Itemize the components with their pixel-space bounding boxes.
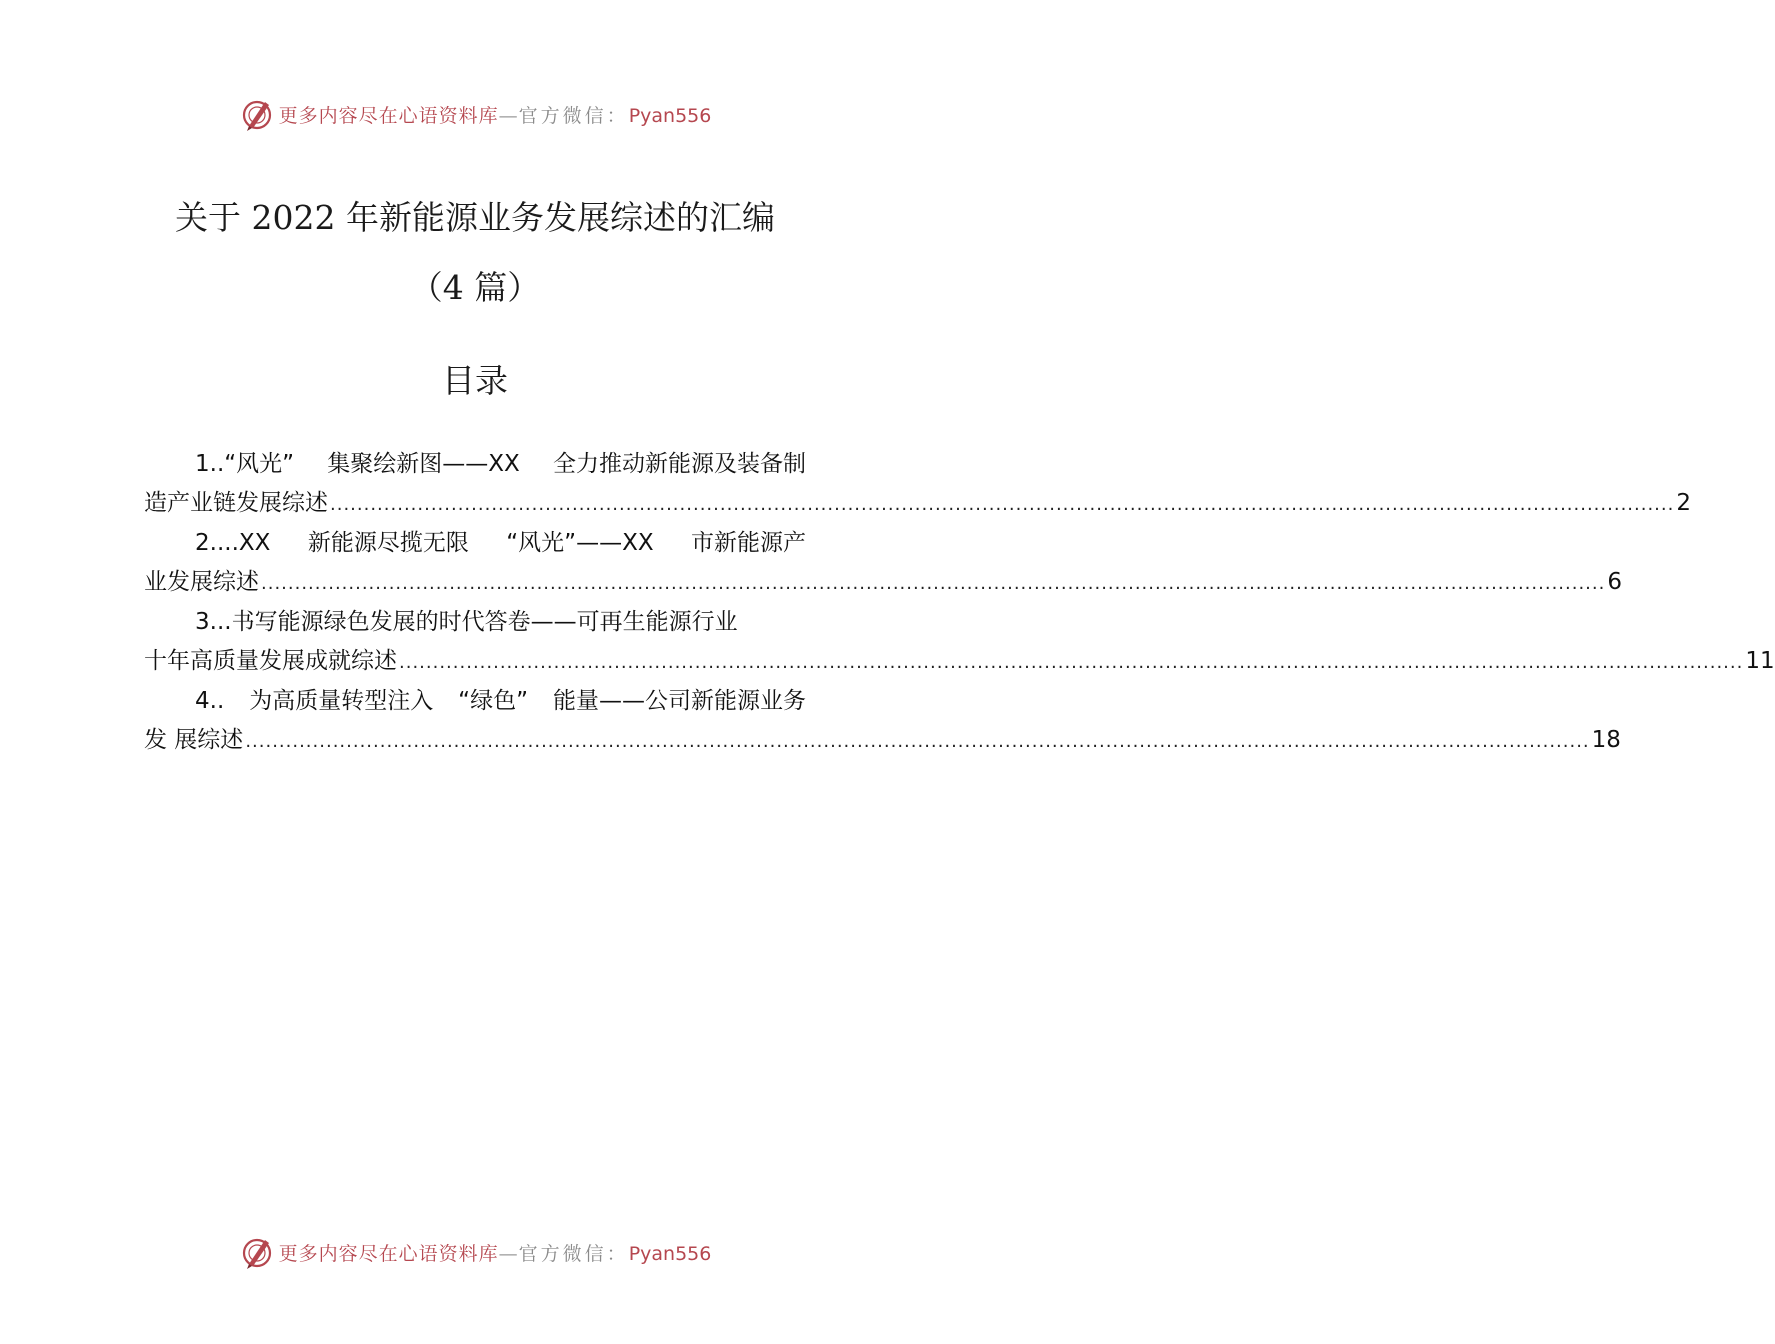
toc-entry-title-end: 发 展综述: [144, 727, 244, 753]
toc-dot-leader: ........................................................................................................................................................................................................: [399, 652, 1744, 673]
toc-entry-title-segment: 市新能源产: [691, 530, 806, 556]
toc-entry-2[interactable]: [144, 524, 1622, 603]
banner-official-label: 官方微信：: [518, 1242, 629, 1265]
toc-entry-title: [144, 524, 806, 563]
toc-dot-leader: ........................................................................................................................................................................................................: [245, 731, 1590, 752]
banner-separator: —: [498, 1242, 519, 1265]
toc-entry-title-segment: 4..: [195, 688, 225, 714]
toc-entry-title-end: 造产业链发展综述: [144, 490, 328, 516]
document-subtitle: （4 篇）: [409, 268, 541, 307]
toc-entry-title-segment: 全力推动新能源及装备制: [552, 451, 806, 477]
banner-wechat-id: Pyan556: [628, 1242, 712, 1265]
toc-entry-continuation: [144, 563, 1622, 603]
banner-text: [279, 101, 712, 128]
toc-entry-1[interactable]: [144, 445, 1691, 524]
pen-seal-logo-icon: [239, 1234, 275, 1270]
toc-entry-continuation: [144, 721, 1621, 761]
banner-main-text: 更多内容尽在心语资料库: [278, 1242, 499, 1265]
pen-seal-logo-icon: [239, 96, 275, 132]
banner-wechat-id: Pyan556: [628, 104, 712, 127]
toc-entry-title-segment: “绿色”: [458, 688, 529, 714]
toc-page-number: 18: [1591, 727, 1621, 753]
footer-banner: [0, 1230, 950, 1274]
toc-page-number: 2: [1676, 490, 1691, 516]
toc-entry-title-segment: 1..“风光”: [195, 451, 295, 477]
banner-text: [279, 1239, 712, 1266]
toc-entry-title-segment: 3...书写能源绿色发展的时代答卷——可再生能源行业: [195, 609, 738, 635]
toc-entry-title-segment: “风光”——XX: [506, 530, 654, 556]
table-of-contents: [144, 445, 1775, 761]
banner-separator: —: [498, 104, 519, 127]
toc-heading: 目录: [442, 361, 508, 400]
toc-entry-title: [144, 445, 806, 484]
toc-entry-title-segment: 能量——公司新能源业务: [552, 688, 806, 714]
toc-entry-title: [144, 603, 806, 642]
header-banner: [0, 92, 950, 136]
document-title: 关于 2022 年新能源业务发展综述的汇编: [175, 198, 775, 237]
toc-entry-title-segment: 为高质量转型注入: [249, 688, 434, 714]
toc-entry-title-end: 十年高质量发展成就综述: [144, 648, 397, 674]
toc-entry-title-segment: 集聚绘新图——XX: [327, 451, 520, 477]
toc-entry-title-segment: 2....XX: [195, 530, 271, 556]
toc-entry-title-end: 业发展综述: [144, 569, 259, 595]
toc-dot-leader: ........................................................................................................................................................................................................: [261, 573, 1606, 594]
toc-page-number: 11: [1745, 648, 1775, 674]
toc-dot-leader: ........................................................................................................................................................................................................: [330, 494, 1675, 515]
toc-page-number: 6: [1607, 569, 1622, 595]
toc-entry-title: [144, 682, 806, 721]
toc-entry-continuation: [144, 484, 1691, 524]
toc-entry-4[interactable]: [144, 682, 1621, 761]
banner-official-label: 官方微信：: [518, 104, 629, 127]
toc-entry-continuation: [144, 642, 1775, 682]
banner-main-text: 更多内容尽在心语资料库: [278, 104, 499, 127]
toc-entry-title-segment: 新能源尽揽无限: [307, 530, 469, 556]
toc-entry-3[interactable]: [144, 603, 1775, 682]
